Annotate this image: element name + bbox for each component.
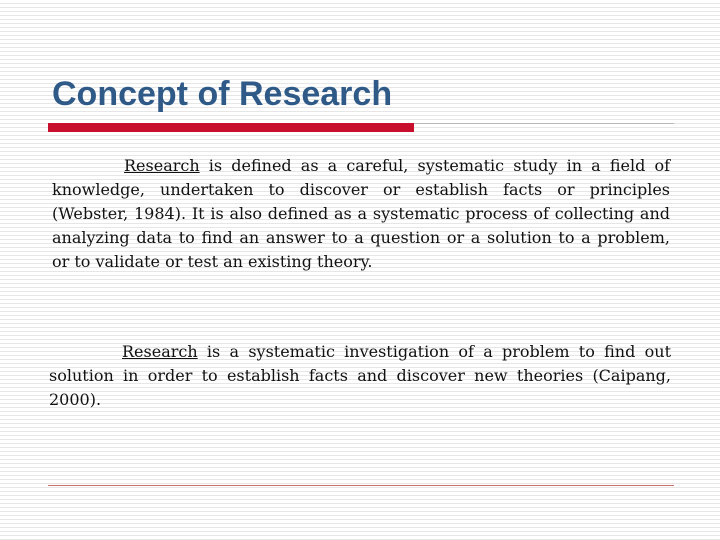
paragraph-text: is a systematic investigation of a problem to find out solution in order to establish facts and discover new theories (Caipang, 2000). — [49, 342, 671, 409]
slide-title: Concept of Research — [52, 75, 393, 113]
bottom-divider — [48, 485, 674, 486]
term-research: Research — [124, 156, 200, 175]
title-accent-bar — [48, 123, 414, 132]
paragraph-text: is defined as a careful, systematic study in a field of knowledge, undertaken to discover or establish facts or principles (Webster, 1984). It is also defined as a systematic process of collecting and analyzing data to find an answer to a question or a solution to a problem, or to validate or test an existing theory. — [52, 156, 670, 271]
term-research: Research — [122, 342, 198, 361]
paragraph-definition-webster — [52, 154, 670, 274]
paragraph-definition-caipang — [49, 340, 671, 412]
